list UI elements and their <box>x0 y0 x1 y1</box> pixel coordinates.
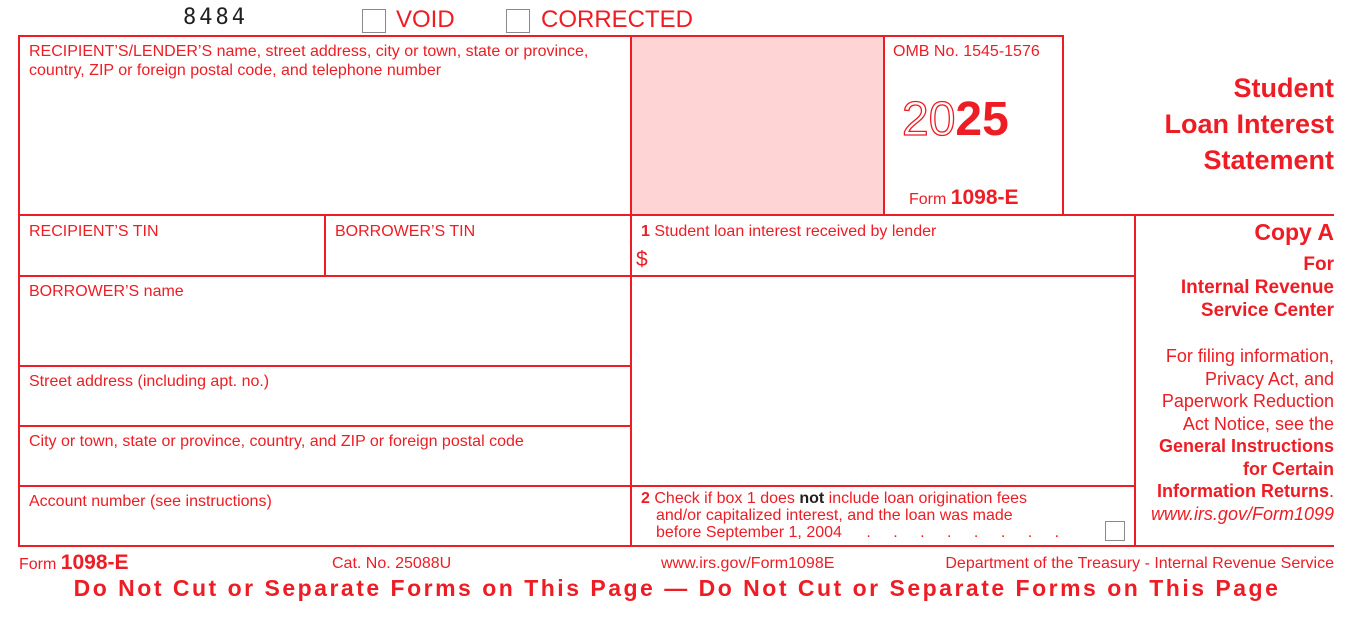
box2-line-1 <box>641 490 1068 507</box>
box2-line-3 <box>641 524 1068 541</box>
shaded-box <box>632 37 883 214</box>
grid-col-copy <box>1134 214 1136 547</box>
form-word: Form <box>909 191 947 208</box>
form-code: 8484 <box>183 5 248 30</box>
do-not-cut-notice: Do Not Cut or Separate Forms on This Page — Do Not Cut or Separate Forms on This Page <box>73 575 1281 601</box>
grid-col-omb <box>883 35 885 216</box>
footer-department: Department of the Treasury - Internal Revenue Service <box>945 555 1334 572</box>
account-input[interactable] <box>26 514 626 542</box>
copy-info-2: Privacy Act, and <box>1204 368 1334 389</box>
box2-number: 2 <box>641 490 650 507</box>
form-title <box>1080 70 1334 178</box>
box1-number: 1 <box>641 223 650 240</box>
grid-row1-bottom <box>18 214 1334 216</box>
tax-year-suffix: 25 <box>955 93 1009 146</box>
corrected-checkbox[interactable] <box>506 9 530 33</box>
dollar-sign: $ <box>636 248 648 271</box>
borrower-name-input[interactable] <box>26 306 626 362</box>
recipient-input[interactable] <box>26 88 626 210</box>
tax-year <box>902 92 1009 148</box>
copy-url: www.irs.gov/Form1099 <box>1150 503 1334 524</box>
footer-form-id <box>19 551 129 575</box>
copy-gen-3: Information Returns <box>1156 481 1329 501</box>
footer-form-number: 1098-E <box>60 551 129 574</box>
box2-dots: . . . . . . . . <box>866 524 1069 541</box>
copy-gen-3-period: . <box>1328 481 1334 501</box>
copy-gen-3-row <box>1138 480 1334 503</box>
tax-year-prefix: 20 <box>902 93 956 146</box>
copy-info-4: Act Notice, see the <box>1182 413 1334 434</box>
corrected-label: CORRECTED <box>541 6 694 33</box>
copy-a-block <box>1138 219 1334 525</box>
title-line-3: Statement <box>1203 145 1334 175</box>
grid-row4-bottom <box>18 425 632 427</box>
form-id-header <box>909 186 1019 210</box>
street-label: Street address (including apt. no.) <box>29 373 270 390</box>
footer-form-word: Form <box>19 556 57 573</box>
borrower-tin-label: BORROWER’S TIN <box>335 223 476 240</box>
grid-right-upper <box>1062 35 1064 216</box>
omb-number: OMB No. 1545-1576 <box>893 43 1040 60</box>
borrower-tin-input[interactable] <box>332 244 626 272</box>
grid-left-border <box>18 35 20 547</box>
box1-text: Student loan interest received by lender <box>654 223 937 240</box>
copy-gen-1: General Instructions <box>1158 436 1334 456</box>
city-label: City or town, state or province, country, and ZIP or foreign postal code <box>29 433 524 450</box>
copy-gen-2: for Certain <box>1242 458 1334 479</box>
city-input[interactable] <box>26 454 626 482</box>
copy-a-title: Copy A <box>1254 219 1334 245</box>
account-label: Account number (see instructions) <box>29 493 272 510</box>
box2-label <box>641 490 1068 541</box>
void-checkbox[interactable] <box>362 9 386 33</box>
box1-label <box>641 222 936 241</box>
grid-bottom-border <box>18 545 1334 547</box>
recipient-tin-label: RECIPIENT’S TIN <box>29 223 159 240</box>
box2-bold: not <box>799 490 825 507</box>
copy-irs-2: Service Center <box>1200 300 1334 321</box>
borrower-name-label: BORROWER’S name <box>29 283 184 300</box>
grid-row5-bottom <box>18 485 1136 487</box>
recipient-label: RECIPIENT’S/LENDER’S name, street address, city or town, state or province, country, ZIP or foreign postal code, and telephone number <box>29 43 589 79</box>
copy-info <box>1138 345 1334 525</box>
grid-row3-bottom <box>18 365 632 367</box>
grid-row2-bottom <box>18 275 1136 277</box>
box2-pre: Check if box 1 does <box>654 490 795 507</box>
recipient-tin-input[interactable] <box>26 244 320 272</box>
box2-post: include loan origination fees <box>828 490 1028 507</box>
copy-info-1: For filing information, <box>1165 346 1334 366</box>
box2-line-2: and/or capitalized interest, and the loan was made <box>656 507 1013 524</box>
box1-amount-input[interactable] <box>656 246 1130 274</box>
title-line-1: Student <box>1233 73 1334 103</box>
copy-for: For <box>1303 254 1334 275</box>
copy-info-3: Paperwork Reduction <box>1161 391 1334 411</box>
box2-line-3-text: before September 1, 2004 <box>656 524 842 541</box>
void-label: VOID <box>396 6 455 33</box>
grid-col-tin <box>324 214 326 277</box>
form-number: 1098-E <box>950 186 1019 209</box>
street-input[interactable] <box>26 394 626 422</box>
title-line-2: Loan Interest <box>1164 109 1334 139</box>
copy-irs-1: Internal Revenue <box>1180 277 1334 298</box>
box2-checkbox[interactable] <box>1105 521 1125 541</box>
footer-url: www.irs.gov/Form1098E <box>661 555 835 572</box>
grid-top-border <box>18 35 1064 37</box>
footer-cat-number: Cat. No. 25088U <box>332 555 452 572</box>
